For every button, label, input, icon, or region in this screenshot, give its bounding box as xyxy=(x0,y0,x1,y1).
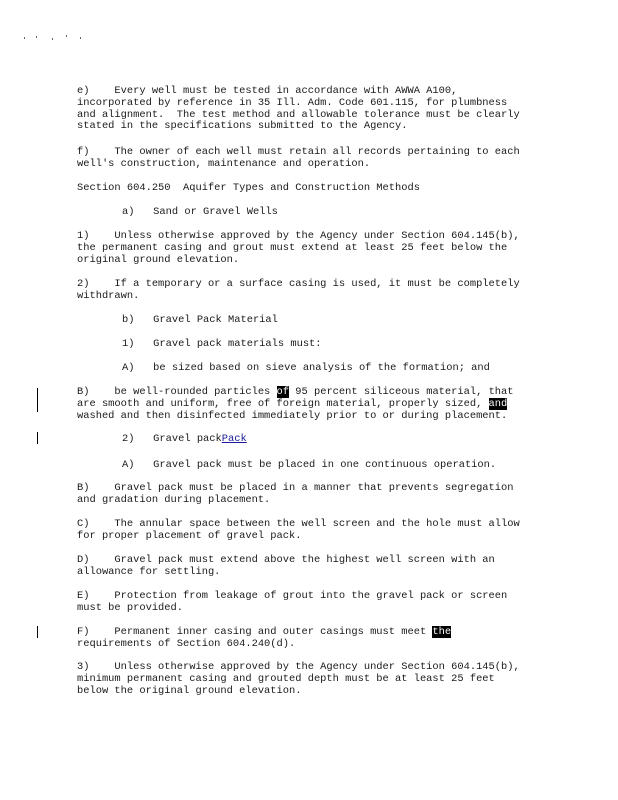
paragraph-a2: 2) If a temporary or a surface casing is used, it must be completely withdrawn. xyxy=(77,278,520,302)
paragraph-e: e) Every well must be tested in accordance with AWWA A100, incorporated by reference in 35 Ill. Adm. Code 601.115, for plumbness and alignment. The test method and allowable tolerance must be clearly stated in the specifications submitted to the Agency. xyxy=(77,85,520,133)
inserted-text: Pack xyxy=(221,433,247,445)
highlighted-text: of xyxy=(276,386,290,398)
revision-bar xyxy=(37,388,38,412)
paragraph-b2C: C) The annular space between the well screen and the hole must allow for proper placement of gravel pack. xyxy=(77,518,520,542)
paragraph-f: f) The owner of each well must retain all records pertaining to each well's construction, maintenance and operation. xyxy=(77,146,520,170)
paragraph-b2: 2) Gravel packPack xyxy=(122,433,247,445)
paragraph-a1: 1) Unless otherwise approved by the Agency under Section 604.145(b), the permanent casing and grout must extend at least 25 feet below the original ground elevation. xyxy=(77,230,520,266)
paragraph-b1: 1) Gravel pack materials must: xyxy=(122,338,322,350)
section-heading: Section 604.250 Aquifer Types and Construction Methods xyxy=(77,182,420,194)
paragraph-b2B: B) Gravel pack must be placed in a manner that prevents segregation and gradation during placement. xyxy=(77,482,514,506)
paragraph-b2F: F) Permanent inner casing and outer casings must meet the requirements of Section 604.240(d). xyxy=(77,626,452,650)
subsection-a-heading: a) Sand or Gravel Wells xyxy=(122,206,278,218)
paragraph-b1A: A) be sized based on sieve analysis of the formation; and xyxy=(122,362,490,374)
paragraph-b2A: A) Gravel pack must be placed in one continuous operation. xyxy=(122,459,497,471)
paragraph-b1B: B) be well-rounded particles of 95 percent siliceous material, that are smooth and uniform, free of foreign material, properly sized, and washed and then disinfected immediately prior to or during placement. xyxy=(77,386,514,422)
scan-specks xyxy=(22,34,92,42)
highlighted-text: and xyxy=(488,397,508,410)
paragraph-b2D: D) Gravel pack must extend above the highest well screen with an allowance for settling. xyxy=(77,554,495,578)
subsection-b-heading: b) Gravel Pack Material xyxy=(122,314,278,326)
paragraph-b2E: E) Protection from leakage of grout into the gravel pack or screen must be provided. xyxy=(77,590,508,614)
revision-bar xyxy=(37,432,38,444)
revision-bar xyxy=(37,626,38,638)
paragraph-b3: 3) Unless otherwise approved by the Agency under Section 604.145(b), minimum permanent casing and grouted depth must be at least 25 feet below the original ground elevation. xyxy=(77,661,520,697)
highlighted-text: the xyxy=(432,626,452,638)
